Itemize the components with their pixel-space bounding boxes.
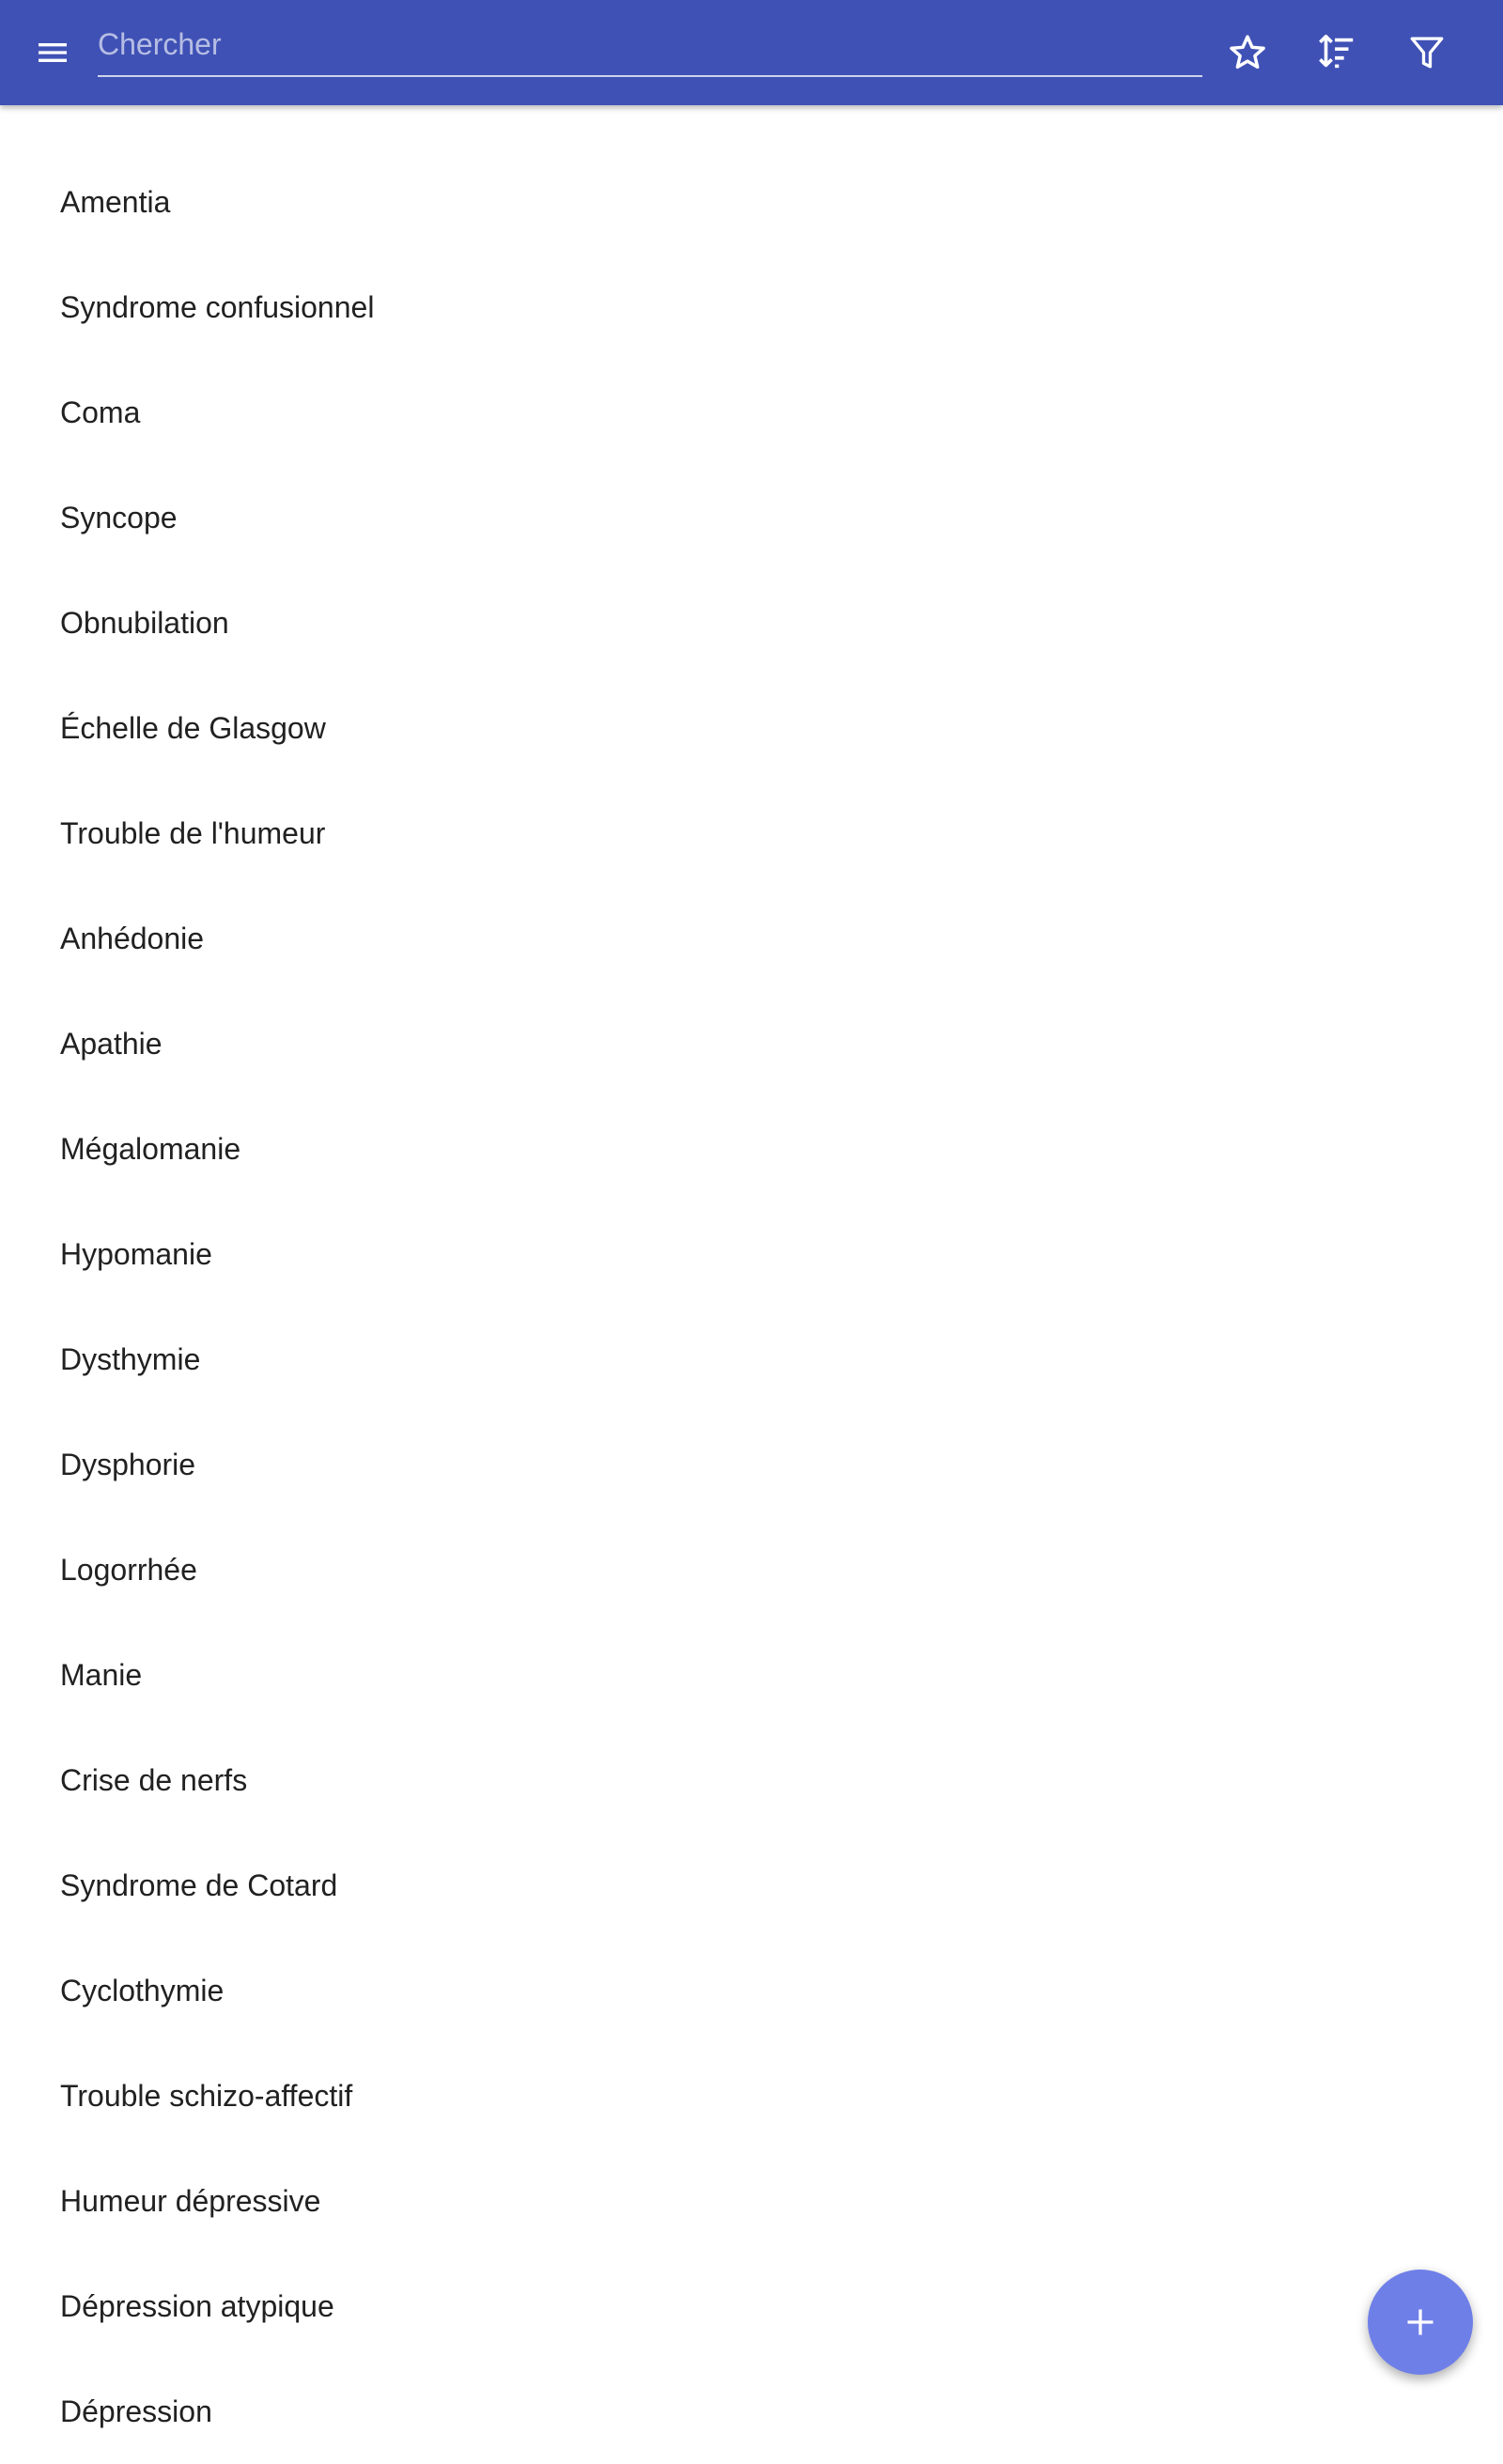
list-item[interactable] xyxy=(0,1622,1503,1728)
sort-icon xyxy=(1315,31,1358,74)
list-item[interactable] xyxy=(0,1517,1503,1622)
list-item[interactable] xyxy=(0,360,1503,465)
list-item-label: Dysthymie xyxy=(60,1341,201,1376)
list-item-label: Échelle de Glasgow xyxy=(60,710,326,745)
list-item[interactable] xyxy=(0,1412,1503,1517)
list-item[interactable] xyxy=(0,1096,1503,1201)
list-item[interactable] xyxy=(0,1938,1503,2043)
list-item[interactable] xyxy=(0,465,1503,570)
list-item[interactable] xyxy=(0,1201,1503,1307)
list-item[interactable] xyxy=(0,255,1503,360)
menu-icon xyxy=(34,34,71,71)
list-item-label: Mégalomanie xyxy=(60,1131,241,1166)
filter-button[interactable] xyxy=(1389,15,1464,90)
sort-button[interactable] xyxy=(1299,15,1374,90)
favorites-button[interactable] xyxy=(1210,15,1285,90)
list-item[interactable] xyxy=(0,781,1503,886)
list-item-label: Hypomanie xyxy=(60,1236,212,1271)
list-item-label: Trouble de l'humeur xyxy=(60,815,326,850)
list-item[interactable] xyxy=(0,1307,1503,1412)
list-item-label: Trouble schizo-affectif xyxy=(60,2078,353,2113)
list-item-label: Anhédonie xyxy=(60,921,205,955)
list-item-label: Syncope xyxy=(60,500,178,535)
list-item[interactable] xyxy=(0,570,1503,675)
add-button[interactable] xyxy=(1368,2270,1473,2375)
list-item-label: Cyclothymie xyxy=(60,1973,225,2007)
list-item-label: Obnubilation xyxy=(60,605,229,640)
list-item[interactable] xyxy=(0,886,1503,991)
list-item-label: Amentia xyxy=(60,184,171,219)
list-item-label: Dysphorie xyxy=(60,1447,196,1481)
app-bar xyxy=(0,0,1503,105)
list-item-label: Syndrome de Cotard xyxy=(60,1867,338,1902)
list-item[interactable] xyxy=(0,2254,1503,2359)
list-item-label: Coma xyxy=(60,395,141,429)
list-item[interactable] xyxy=(0,149,1503,255)
menu-button[interactable] xyxy=(15,15,90,90)
list-item[interactable] xyxy=(0,2148,1503,2254)
list-item[interactable] xyxy=(0,991,1503,1096)
list-item-label: Apathie xyxy=(60,1026,163,1061)
list-item[interactable] xyxy=(0,1833,1503,1938)
list-item[interactable] xyxy=(0,675,1503,781)
search-input[interactable] xyxy=(98,17,1202,71)
list-item-label: Syndrome confusionnel xyxy=(60,289,375,324)
term-list xyxy=(0,105,1503,2428)
filter-icon xyxy=(1407,33,1447,72)
star-outline-icon xyxy=(1227,32,1268,73)
list-item-label: Humeur dépressive xyxy=(60,2183,321,2218)
list-item[interactable] xyxy=(0,2359,1503,2464)
list-item[interactable] xyxy=(0,2043,1503,2148)
plus-icon xyxy=(1403,2305,1437,2339)
list-item-label: Dépression atypique xyxy=(60,2288,334,2323)
list-item-label: Logorrhée xyxy=(60,1552,197,1587)
search-field[interactable] xyxy=(98,17,1202,77)
list-item-label: Manie xyxy=(60,1657,143,1692)
list-item-label: Crise de nerfs xyxy=(60,1762,248,1797)
list-item[interactable] xyxy=(0,1728,1503,1833)
list-item-label: Dépression xyxy=(60,2394,212,2428)
